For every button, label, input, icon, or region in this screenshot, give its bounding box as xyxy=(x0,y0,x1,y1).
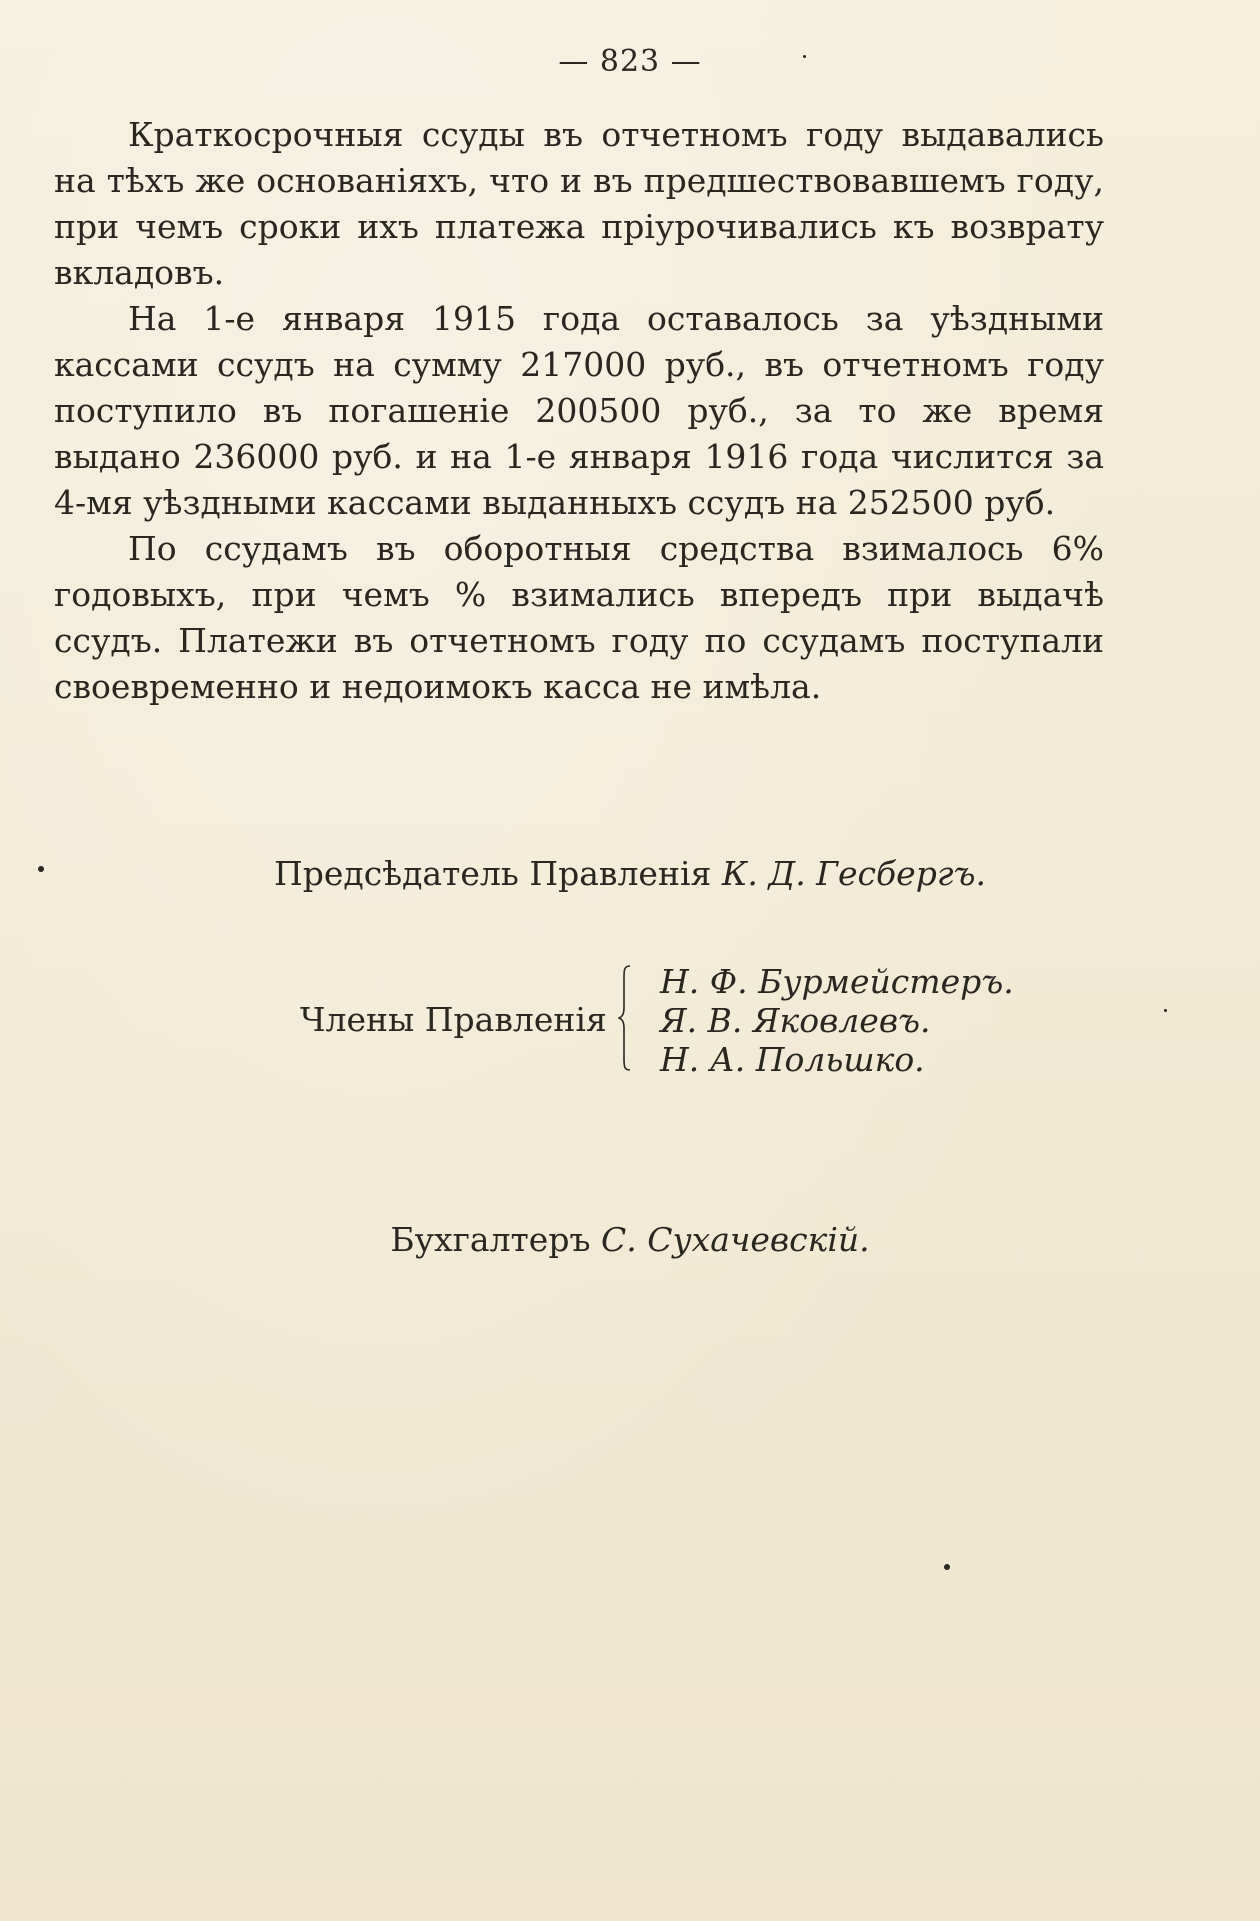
accountant-title: Бухгалтеръ xyxy=(390,1220,591,1259)
ink-speck xyxy=(803,55,806,58)
ink-speck xyxy=(38,866,44,872)
member-name-burmeister: Н. Ф. Бурмейстеръ. xyxy=(660,962,1014,1001)
ink-speck xyxy=(944,1564,950,1570)
page-number: — 823 — xyxy=(558,44,702,79)
paragraph-short-term-loans: Краткосрочныя ссуды въ отчетномъ году выдавались на тѣхъ же основаніяхъ, что и въ предшествовавшемъ году, при чемъ сроки ихъ платежа пріурочивались къ возврату вкладовъ. xyxy=(54,115,1104,292)
chairman-name: К. Д. Гесбергъ. xyxy=(721,854,986,893)
members-list xyxy=(660,962,1014,1079)
chairman-signature xyxy=(0,854,1260,893)
accountant-name: С. Сухачевскій. xyxy=(600,1220,870,1259)
ink-speck xyxy=(1164,1009,1167,1012)
paragraph-interest-payments: По ссудамъ въ оборотныя средства взималось 6% годовыхъ, при чемъ % взимались впередъ при выдачѣ ссудъ. Платежи въ отчетномъ году по ссудамъ поступали своевременно и недоимокъ касса не имѣла. xyxy=(54,529,1104,706)
member-name-polshko: Н. А. Польшко. xyxy=(660,1040,925,1079)
curly-brace-icon xyxy=(618,964,632,1072)
accountant-signature xyxy=(0,1220,1260,1259)
members-title: Члены Правленія xyxy=(300,1000,607,1039)
body-text xyxy=(54,112,1104,710)
paragraph-loan-balance: На 1-е января 1915 года оставалось за уѣздными кассами ссудъ на сумму 217000 руб., въ отчетномъ году поступило въ погашеніе 200500 руб., за то же время выдано 236000 руб. и на 1-е января 1916 года числится за 4-мя уѣздными кассами выданныхъ ссудъ на 252500 руб. xyxy=(54,299,1104,522)
member-name-yakovlev: Я. В. Яковлевъ. xyxy=(660,1001,931,1040)
chairman-title: Предсѣдатель Правленія xyxy=(273,854,712,893)
